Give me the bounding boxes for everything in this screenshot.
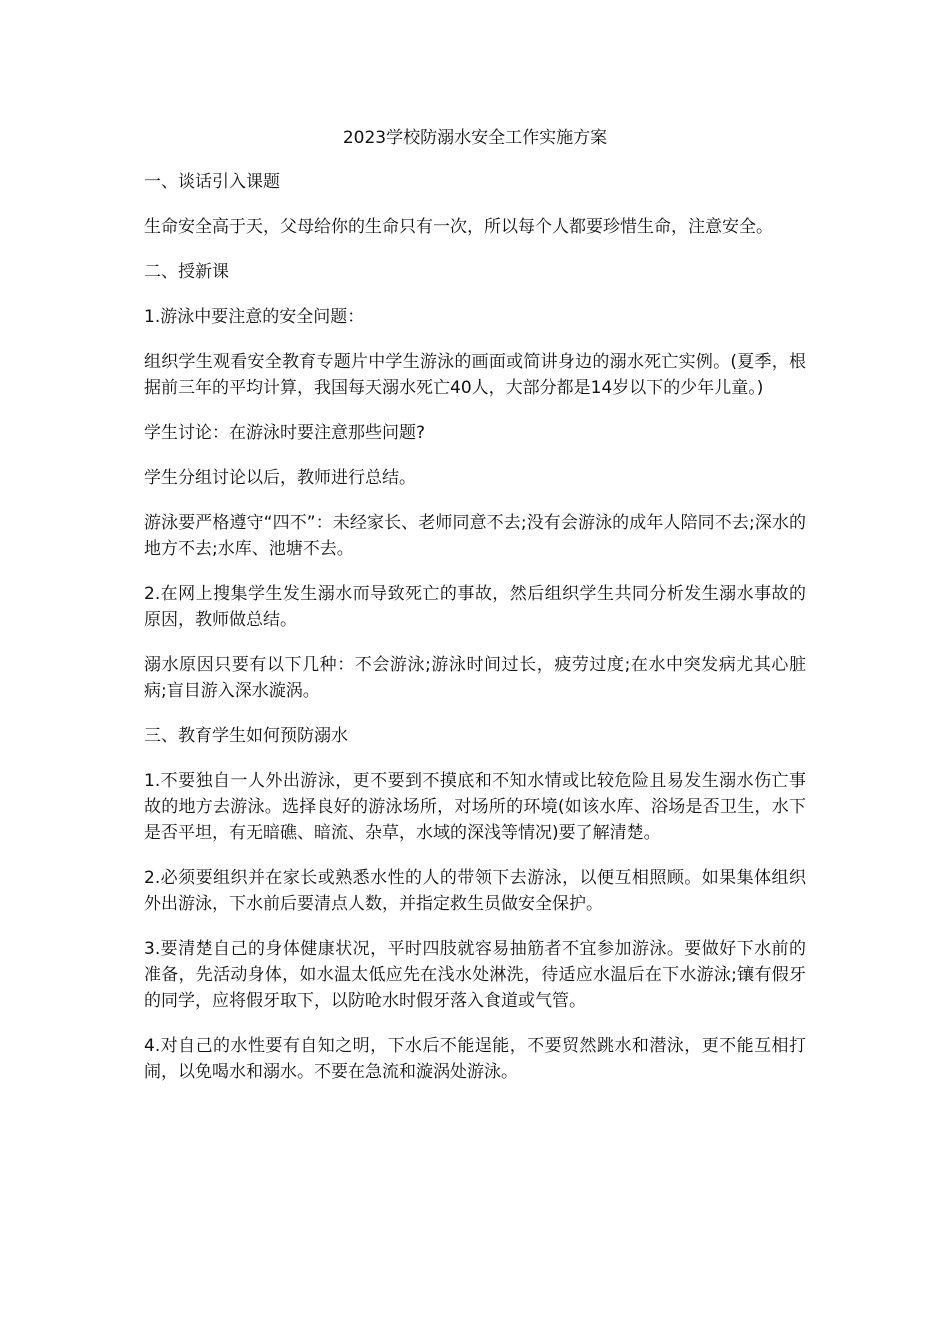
section-heading-intro: 一、谈话引入课题 [144, 172, 280, 192]
paragraph: 4.对自己的水性要有自知之明，下水后不能逞能，不要贸然跳水和潜泳，更不能互相打闹，以免喝水和溺水。不要在急流和漩涡处游泳。 [144, 1036, 806, 1082]
document-title: 2023学校防溺水安全工作实施方案 [342, 128, 608, 148]
paragraph: 3.要清楚自己的身体健康状况，平时四肢就容易抽筋者不宜参加游泳。要做好下水前的准备，先活动身体，如水温太低应先在浅水处淋洗，待适应水温后在下水游泳;镶有假牙的同学，应将假牙取下，以防呛水时假牙落入食道或气管。 [144, 939, 806, 1011]
paragraph: 2.在网上搜集学生发生溺水而导致死亡的事故，然后组织学生共同分析发生溺水事故的原因，教师做总结。 [144, 584, 806, 630]
subheading: 1.游泳中要注意的安全问题： [144, 307, 365, 327]
paragraph: 1.不要独自一人外出游泳，更不要到不摸底和不知水情或比较危险且易发生溺水伤亡事故的地方去游泳。选择良好的游泳场所，对场所的环境(如该水库、浴场是否卫生，水下是否平坦，有无暗礁、暗流、杂草，水域的深浅等情况)要了解清楚。 [144, 771, 806, 843]
paragraph: 溺水原因只要有以下几种：不会游泳;游泳时间过长，疲劳过度;在水中突发病尤其心脏病;盲目游入深水漩涡。 [144, 655, 806, 701]
section-heading-prevention: 三、教育学生如何预防溺水 [144, 726, 348, 746]
paragraph: 学生讨论：在游泳时要注意那些问题? [144, 423, 426, 443]
paragraph: 游泳要严格遵守“四不”：未经家长、老师同意不去;没有会游泳的成年人陪同不去;深水的地方不去;水库、池塘不去。 [144, 513, 806, 559]
paragraph: 2.必须要组织并在家长或熟悉水性的人的带领下去游泳，以便互相照顾。如果集体组织外出游泳，下水前后要清点人数，并指定救生员做安全保护。 [144, 868, 806, 914]
paragraph: 学生分组讨论以后，教师进行总结。 [144, 468, 416, 488]
document-body [144, 125, 806, 1104]
section-heading-new-lesson: 二、授新课 [144, 262, 229, 282]
paragraph: 组织学生观看安全教育专题片中学生游泳的画面或简讲身边的溺水死亡实例。(夏季，根据前三年的平均计算，我国每天溺水死亡40人，大部分都是14岁以下的少年儿童。) [144, 352, 806, 398]
paragraph: 生命安全高于天，父母给你的生命只有一次，所以每个人都要珍惜生命，注意安全。 [144, 217, 773, 237]
